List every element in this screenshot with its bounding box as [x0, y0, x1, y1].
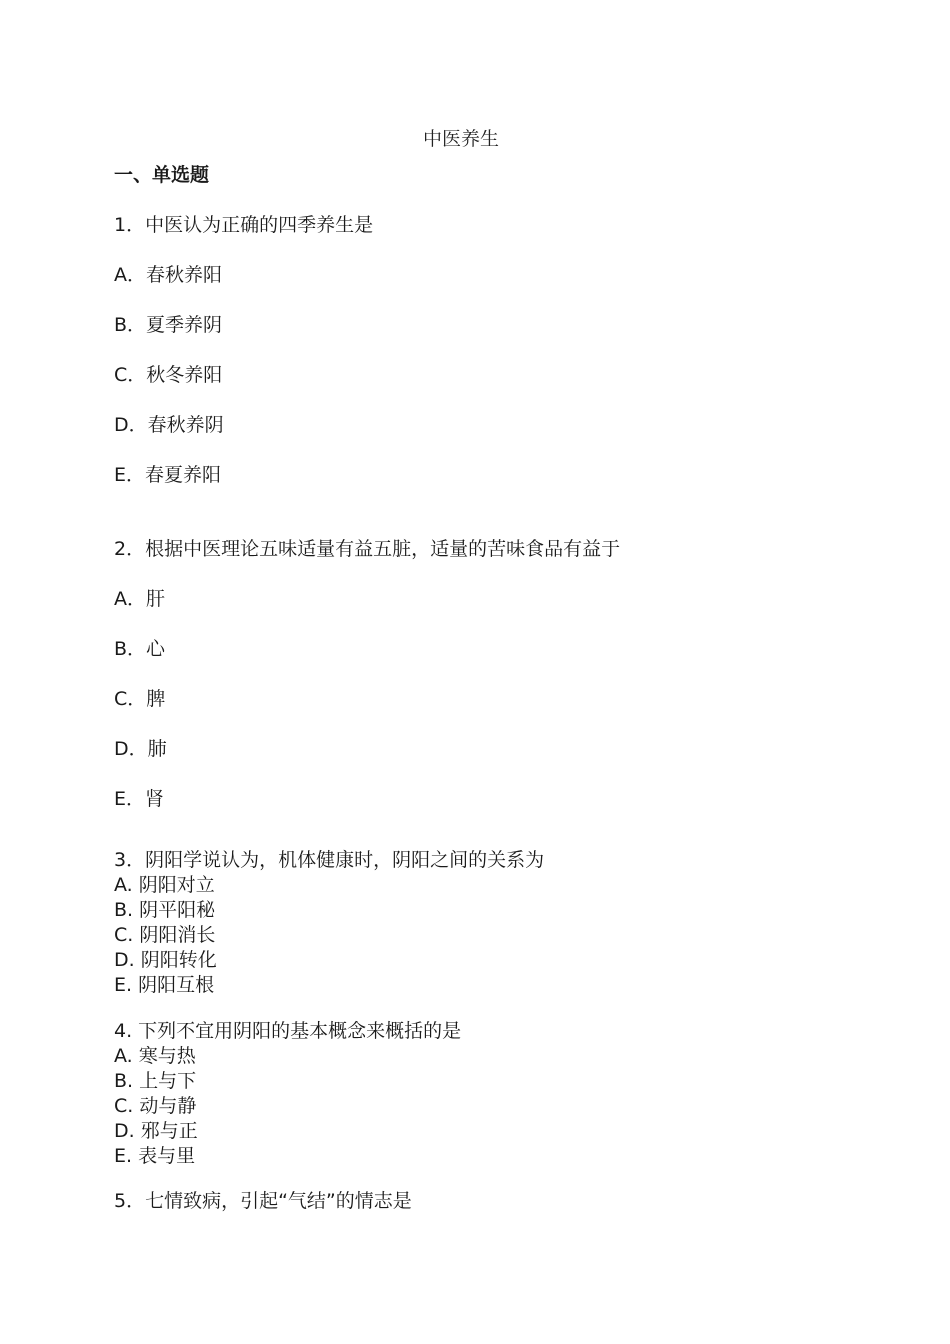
- q1-option-b: B．夏季养阴: [114, 314, 223, 336]
- q1-option-c: C．秋冬养阳: [114, 364, 223, 386]
- q4-option-a: A. 寒与热: [114, 1045, 196, 1067]
- section-heading: 一、单选题: [114, 164, 210, 186]
- q4-option-c: C. 动与静: [114, 1095, 197, 1117]
- question-1: 1．中医认为正确的四季养生是: [114, 214, 374, 236]
- question-5: 5．七情致病，引起“气结”的情志是: [114, 1190, 412, 1212]
- question-3: 3．阴阳学说认为，机体健康时，阴阳之间的关系为: [114, 849, 545, 871]
- q2-option-d: D．肺: [114, 738, 167, 760]
- page-title: 中医养生: [422, 128, 499, 150]
- q2-option-e: E．肾: [114, 788, 165, 810]
- question-2: 2．根据中医理论五味适量有益五脏，适量的苦味食品有益于: [114, 538, 621, 560]
- q2-option-a: A．肝: [114, 588, 165, 610]
- q3-option-d: D. 阴阳转化: [114, 949, 217, 971]
- q1-option-e: E．春夏养阳: [114, 464, 222, 486]
- q3-option-e: E. 阴阳互根: [114, 974, 215, 996]
- question-4: 4. 下列不宜用阴阳的基本概念来概括的是: [114, 1020, 462, 1042]
- q3-option-b: B. 阴平阳秘: [114, 899, 216, 921]
- q1-option-a: A．春秋养阳: [114, 264, 222, 286]
- q1-option-d: D．春秋养阴: [114, 414, 224, 436]
- q4-option-d: D. 邪与正: [114, 1120, 198, 1142]
- q4-option-b: B. 上与下: [114, 1070, 197, 1092]
- q3-option-c: C. 阴阳消长: [114, 924, 216, 946]
- q2-option-b: B．心: [114, 638, 166, 660]
- q3-option-a: A. 阴阳对立: [114, 874, 215, 896]
- q2-option-c: C．脾: [114, 688, 166, 710]
- q4-option-e: E. 表与里: [114, 1145, 196, 1167]
